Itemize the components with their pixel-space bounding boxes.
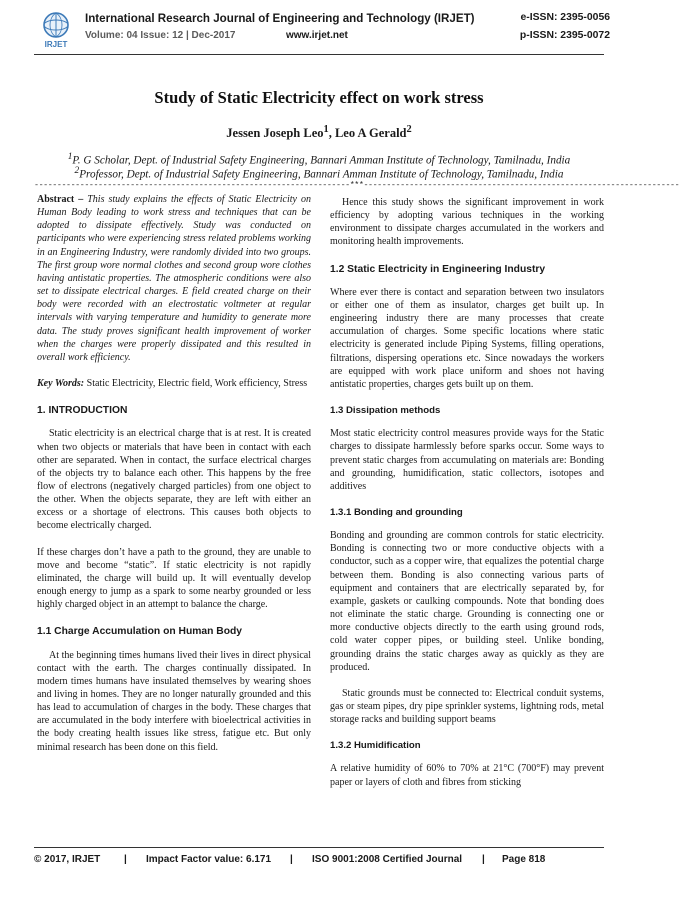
footer-page-number: Page 818 — [502, 854, 546, 865]
author-1-sup: 1 — [323, 124, 329, 135]
journal-name: International Research Journal of Engineering and Technology (IRJET) — [85, 12, 475, 25]
section-separator: ---------------------------------------------------------------------***--------------------------------------------------------------------- — [34, 180, 679, 190]
charge-accumulation-paragraph: At the beginning times humans lived their lives in direct physical contact with the earth. The charges continually dissipated. In modern times humans have insulated themselves by wearing shoes and living in homes. They are no longer naturally grounded and this has lead to accumulation of charges in the body. These charges that are accumulated in the body interfere with bioelectrical activities in the body creating health issues like stress, fatigue etc. But only minimal research has been done on this field. — [37, 649, 311, 753]
paper-authors — [0, 124, 638, 141]
heading-static-industry: 1.2 Static Electricity in Engineering Industry — [330, 263, 546, 275]
affiliation-2-text: Professor, Dept. of Industrial Safety Engineering, Bannari Amman Institute of Technology, Tamilnadu, India — [79, 168, 564, 181]
author-1: Jessen Joseph Leo — [226, 126, 324, 141]
heading-bonding-grounding: 1.3.1 Bonding and grounding — [330, 506, 463, 518]
abstract-text: This study explains the effects of Static Electricity on Human Body leading to work stress and techniques that can be adopted to dissipate effectively. Study was conducted on participants who were experiencing stress related problems working in an Engineering Industry, were randomly divided into two groups. The first group wore normal clothes and second group wore clothes having antistatic properties. The atmospheric conditions were also set to dissipate electrical charges. E field created charge on their body were recorded with an electrostatic voltmeter at regular intervals with varying temperature and humidity to generate more data. The study proves significant health improvement of worker when the charges were properly dissipated and this resulted in overall work efficiency. — [37, 194, 311, 363]
irjet-logo-icon — [36, 10, 76, 42]
affiliation-1-sup: 1 — [67, 152, 73, 162]
page-footer — [34, 847, 604, 868]
heading-dissipation-methods: 1.3 Dissipation methods — [330, 405, 441, 417]
footer-separator-2: | — [290, 854, 293, 865]
right-column — [330, 196, 604, 789]
journal-website[interactable]: www.irjet.net — [286, 30, 348, 41]
keywords — [37, 377, 311, 390]
bonding-paragraph-2: Static grounds must be connected to: Electrical conduit systems, gas or steam pipes, dry pipe sprinkler systems, lightning rods, metal storage racks and building support beams — [330, 687, 604, 726]
dissipation-paragraph: Most static electricity control measures provide ways for the Static charges to dissipate harmlessly before sparks occur. Some ways to prevent static charges from accumulating on materials are: Bonding and grounding, humidification, static collectors, isotopes and additives — [330, 428, 604, 492]
paper-title: Study of Static Electricity effect on work stress — [154, 88, 484, 107]
p-issn: p-ISSN: 2395-0072 — [519, 30, 610, 41]
intro-paragraph-1: Static electricity is an electrical charge that is at rest. It is created when two objects or materials that have been in contact with each other are separated. When in contact, the surface electrical charges of the objects try to balance each other. This happens by the free flow of electrons (negatively charged particles) from one object to the other. When the objects separate, they are left with either an excess or a shortage of electrons. This causes both objects to become electrically charged. — [37, 428, 311, 532]
static-industry-paragraph: Where ever there is contact and separation between two insulators or either one of them as insulator, charges get built up. In engineering industry there are many processes that create accumulation of charges. Some specific locations where static electricity is generated include Piping Systems, filling operations, filtrations, dispersing operations etc. Since nowadays the workers are equipped with work place uniform and shoes not having antistatic properties, charges gets built up on them. — [330, 286, 604, 390]
affiliation-1-text: P. G Scholar, Dept. of Industrial Safety Engineering, Bannari Amman Institute of Technology, Tamilnadu, India — [72, 154, 571, 167]
affiliation-2-sup: 2 — [74, 166, 80, 176]
abstract — [37, 193, 311, 364]
intro-paragraph-2: If these charges don’t have a path to the ground, they are unable to move and become “static”. If static electricity is not rapidly eliminated, the charge will build up. It will eventually develop enough energy to jump as a spark to some nearby grounded or less highly charged object in an attempt to balance the charge. — [37, 546, 311, 611]
author-2-sup: 2 — [406, 124, 412, 135]
heading-introduction: 1. INTRODUCTION — [37, 405, 128, 417]
footer-separator-1: | — [124, 854, 127, 865]
author-2: , Leo A Gerald — [328, 126, 407, 141]
humidification-paragraph: A relative humidity of 60% to 70% at 21°C (700°F) may prevent paper or layers of cloth and fibres from sticking — [330, 763, 604, 788]
logo-text: IRJET — [44, 40, 68, 49]
heading-charge-accumulation: 1.1 Charge Accumulation on Human Body — [37, 626, 243, 638]
affiliation-2 — [0, 166, 638, 181]
keywords-text: Static Electricity, Electric field, Work efficiency, Stress — [84, 378, 308, 390]
right-intro-paragraph: Hence this study shows the significant improvement in work efficiency by adopting various techniques in the working environment to dissipate charges accumulated in the workers and monitoring health improvements. — [330, 197, 604, 248]
abstract-label: Abstract – — [37, 194, 84, 205]
footer-iso: ISO 9001:2008 Certified Journal — [312, 854, 463, 865]
footer-copyright: © 2017, IRJET — [34, 854, 101, 865]
volume-issue: Volume: 04 Issue: 12 | Dec-2017 — [85, 30, 236, 41]
footer-impact-factor: Impact Factor value: 6.171 — [146, 854, 272, 865]
left-column — [37, 193, 311, 754]
irjet-logo — [36, 10, 76, 54]
footer-separator-3: | — [482, 854, 485, 865]
journal-header — [0, 0, 638, 64]
e-issn: e-ISSN: 2395-0056 — [520, 12, 610, 23]
bonding-paragraph-1: Bonding and grounding are common controls for static electricity. Bonding is connecting two or more conductive objects with a conductor, such as a copper wire, that equalizes the potential charge between them. Bonding is also connecting various parts of equipment and containers that are electrically separated by, for example, gaskets or caulking compounds. Note that bonding does not eliminate the static charge. Grounding is connecting one or more conductive objects directly to the earth using ground rods, cold water copper pipes, or building steel. Unlike bonding, grounding drains the static charges away as quickly as they are produced. — [330, 530, 604, 673]
header-divider — [34, 54, 604, 55]
keywords-label: Key Words: — [37, 378, 85, 390]
affiliation-1 — [0, 152, 638, 167]
heading-humidification: 1.3.2 Humidification — [330, 740, 421, 752]
